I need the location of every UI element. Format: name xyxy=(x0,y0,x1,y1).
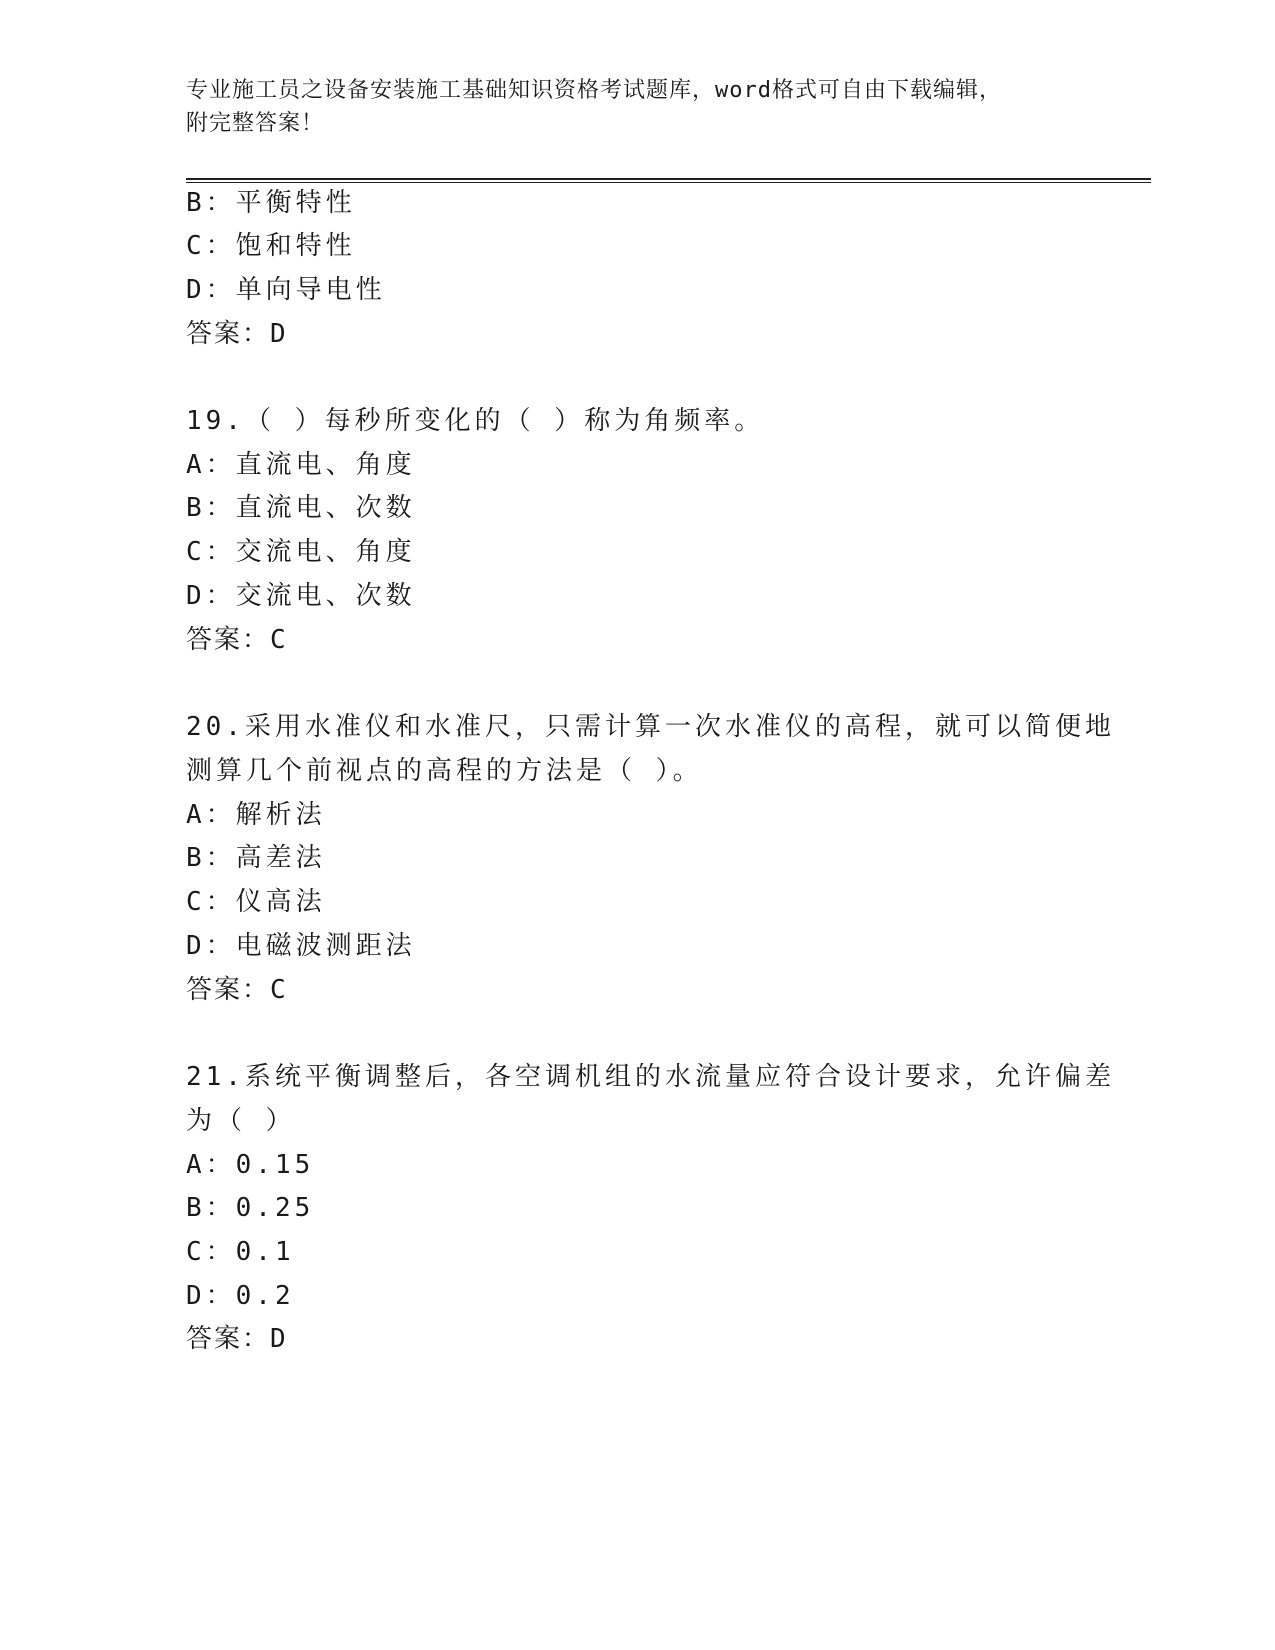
header-line-2: 附完整答案！ xyxy=(186,111,325,136)
q21-option-a: A：0.15 xyxy=(186,1150,315,1180)
q19-option-b: B：直流电、次数 xyxy=(186,493,416,523)
q21-stem-line-2: 为（ ） xyxy=(186,1106,296,1136)
q20-option-d: D：电磁波测距法 xyxy=(186,931,416,961)
q20-stem-line-1: 20.采用水准仪和水准尺，只需计算一次水准仪的高程，就可以简便地 xyxy=(186,712,1115,742)
q19-stem: 19.（ ）每秒所变化的（ ）称为角频率。 xyxy=(186,406,765,436)
q21-option-d: D：0.2 xyxy=(186,1281,295,1311)
q21-option-b: B：0.25 xyxy=(186,1193,315,1223)
q18-option-b: B：平衡特性 xyxy=(186,188,356,218)
q19-answer: 答案：C xyxy=(186,625,288,655)
q21-stem-line-1: 21.系统平衡调整后，各空调机组的水流量应符合设计要求，允许偏差 xyxy=(186,1062,1115,1092)
q21-answer: 答案：D xyxy=(186,1324,288,1354)
q19-option-d: D：交流电、次数 xyxy=(186,581,416,611)
q20-option-b: B：高差法 xyxy=(186,843,326,873)
q20-stem-line-2: 测算几个前视点的高程的方法是（ ）。 xyxy=(186,756,703,786)
q20-option-c: C：仪高法 xyxy=(186,887,326,917)
q19-option-c: C：交流电、角度 xyxy=(186,537,416,567)
q21-option-c: C：0.1 xyxy=(186,1237,295,1267)
q18-option-c: C：饱和特性 xyxy=(186,231,356,261)
q19-option-a: A：直流电、角度 xyxy=(186,450,416,480)
header-line-1: 专业施工员之设备安装施工基础知识资格考试题库，word格式可自由下载编辑， xyxy=(186,78,1002,103)
q18-option-d: D：单向导电性 xyxy=(186,275,386,305)
q20-option-a: A：解析法 xyxy=(186,800,326,830)
q20-answer: 答案：C xyxy=(186,975,288,1005)
document-header xyxy=(186,74,1086,140)
q18-answer: 答案：D xyxy=(186,319,288,349)
